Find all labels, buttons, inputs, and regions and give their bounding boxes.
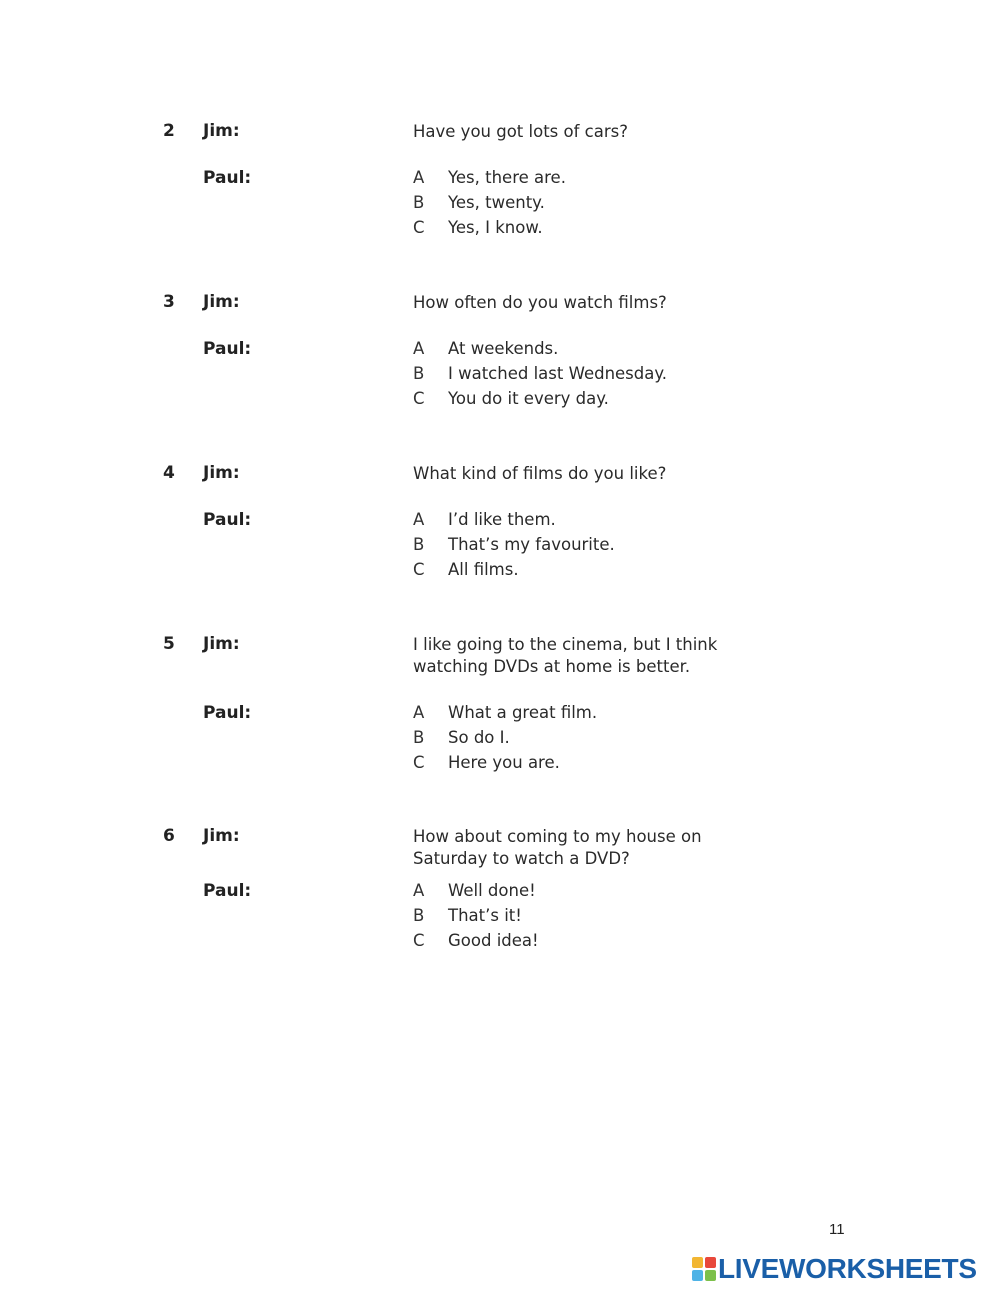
option-letter: B (413, 535, 425, 554)
question-number: 5 (163, 634, 175, 654)
option-b[interactable] (413, 361, 667, 386)
option-letter: A (413, 168, 425, 187)
option-text: What a great film. (448, 703, 598, 722)
speaker-paul: Paul: (203, 510, 252, 530)
option-text: I watched last Wednesday. (448, 364, 668, 383)
page-number: 11 (829, 1221, 845, 1238)
option-letter: A (413, 339, 425, 358)
option-b[interactable] (413, 532, 615, 557)
option-letter: C (413, 560, 425, 579)
question-prompt (413, 121, 733, 143)
prompt-line: How often do you watch films? (413, 293, 667, 312)
logo-square-red (705, 1257, 716, 1268)
question-number: 6 (163, 826, 175, 846)
prompt-line: What kind of films do you like? (413, 464, 667, 483)
option-text: Yes, I know. (448, 218, 543, 237)
option-c[interactable] (413, 215, 566, 240)
option-b[interactable] (413, 903, 539, 928)
logo-square-green (705, 1270, 716, 1281)
option-text: Yes, twenty. (448, 193, 545, 212)
option-a[interactable] (413, 507, 615, 532)
option-text: You do it every day. (448, 389, 609, 408)
option-letter: B (413, 728, 425, 747)
option-text: That’s my favourite. (448, 535, 615, 554)
option-letter: A (413, 510, 425, 529)
question-prompt (413, 826, 733, 870)
answer-options (413, 878, 539, 953)
option-a[interactable] (413, 700, 597, 725)
option-text: Here you are. (448, 753, 560, 772)
liveworksheets-logo-icon (692, 1257, 716, 1281)
question-prompt (413, 292, 733, 314)
option-letter: C (413, 931, 425, 950)
option-text: Good idea! (448, 931, 539, 950)
speaker-jim: Jim: (203, 292, 240, 312)
answer-options (413, 700, 597, 775)
question-number: 2 (163, 121, 175, 141)
option-c[interactable] (413, 557, 615, 582)
option-c[interactable] (413, 386, 667, 411)
question-number: 4 (163, 463, 175, 483)
option-c[interactable] (413, 928, 539, 953)
option-b[interactable] (413, 725, 597, 750)
answer-options (413, 507, 615, 582)
speaker-paul: Paul: (203, 881, 252, 901)
logo-square-yellow (692, 1257, 703, 1268)
option-c[interactable] (413, 750, 597, 775)
option-text: Yes, there are. (448, 168, 566, 187)
logo-square-blue (692, 1270, 703, 1281)
liveworksheets-brand[interactable] (692, 1254, 977, 1284)
option-letter: B (413, 364, 425, 383)
question-prompt (413, 634, 733, 678)
answer-options (413, 165, 566, 240)
option-letter: C (413, 753, 425, 772)
prompt-line: watching DVDs at home is better. (413, 657, 691, 676)
speaker-jim: Jim: (203, 463, 240, 483)
option-letter: C (413, 218, 425, 237)
option-a[interactable] (413, 878, 539, 903)
option-letter: B (413, 906, 425, 925)
option-a[interactable] (413, 336, 667, 361)
prompt-line: Saturday to watch a DVD? (413, 849, 630, 868)
option-text: Well done! (448, 881, 536, 900)
option-text: All films. (448, 560, 519, 579)
speaker-paul: Paul: (203, 339, 252, 359)
speaker-paul: Paul: (203, 703, 252, 723)
option-letter: C (413, 389, 425, 408)
option-b[interactable] (413, 190, 566, 215)
speaker-paul: Paul: (203, 168, 252, 188)
option-a[interactable] (413, 165, 566, 190)
option-text: So do I. (448, 728, 510, 747)
speaker-jim: Jim: (203, 121, 240, 141)
question-prompt (413, 463, 733, 485)
answer-options (413, 336, 667, 411)
question-number: 3 (163, 292, 175, 312)
option-text: At weekends. (448, 339, 559, 358)
speaker-jim: Jim: (203, 634, 240, 654)
brand-text: LIVEWORKSHEETS (718, 1253, 977, 1284)
prompt-line: Have you got lots of cars? (413, 122, 628, 141)
option-text: That’s it! (448, 906, 522, 925)
option-letter: A (413, 703, 425, 722)
option-text: I’d like them. (448, 510, 556, 529)
speaker-jim: Jim: (203, 826, 240, 846)
option-letter: B (413, 193, 425, 212)
option-letter: A (413, 881, 425, 900)
prompt-line: I like going to the cinema, but I think (413, 635, 718, 654)
prompt-line: How about coming to my house on (413, 827, 702, 846)
